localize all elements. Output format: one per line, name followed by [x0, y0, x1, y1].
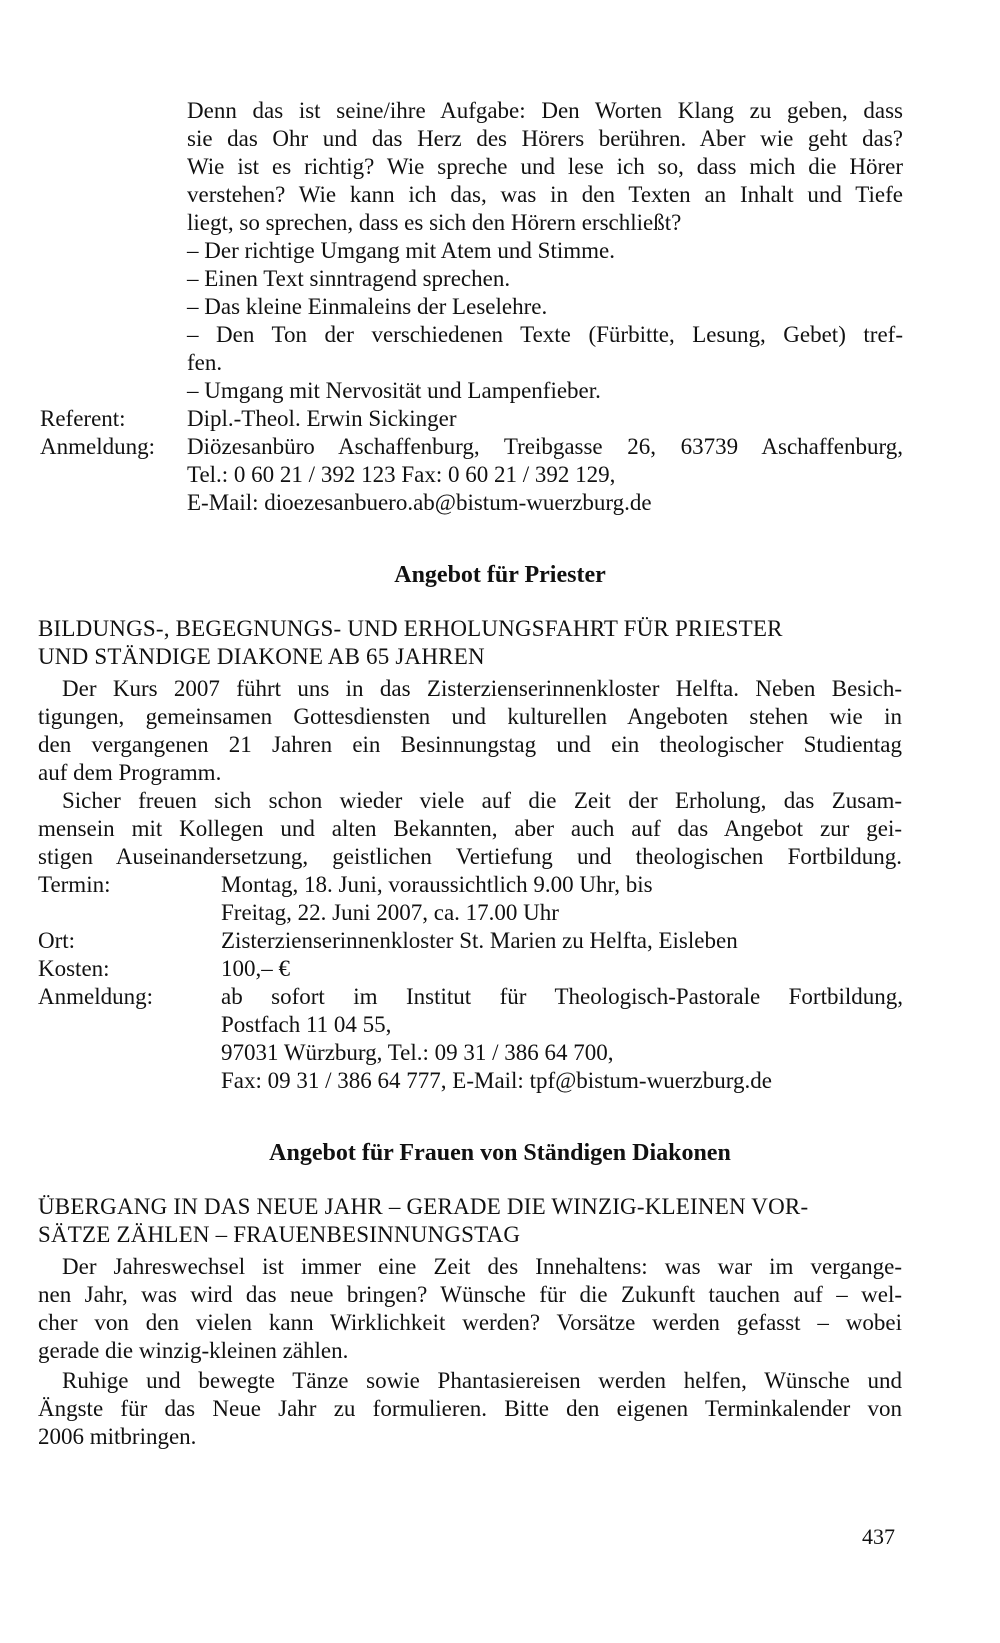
bullet-item-continuation: fen. [187, 350, 223, 375]
paragraph-line: cher von den vielen kann Wirklichkeit werden? Vorsätze werden gefasst – wobei [38, 1310, 902, 1335]
anmeldung-address: Diözesanbüro Aschaffenburg, Treibgasse 26, 63739 Aschaffenburg, [187, 434, 903, 459]
intro-line: sie das Ohr und das Herz des Hörers berühren. Aber wie geht das? [187, 126, 903, 151]
ort-value: Zisterzienserinnenkloster St. Marien zu Helfta, Eisleben [221, 928, 738, 953]
termin-label: Termin: [38, 872, 111, 897]
paragraph-line: 2006 mitbringen. [38, 1424, 197, 1449]
anmeldung-label: Anmeldung: [40, 434, 155, 459]
paragraph-line: Der Kurs 2007 führt uns in das Zisterzienserinnenkloster Helfta. Neben Besich- [62, 676, 902, 701]
intro-line: Denn das ist seine/ihre Aufgabe: Den Worten Klang zu geben, dass [187, 98, 903, 123]
anmeldung-value: Postfach 11 04 55, [221, 1012, 392, 1037]
paragraph-line: stigen Auseinandersetzung, geistlichen Vertiefung und theologischen Fortbildung. [38, 844, 902, 869]
anmeldung-value: 97031 Würzburg, Tel.: 09 31 / 386 64 700, [221, 1040, 614, 1065]
referent-label: Referent: [40, 406, 126, 431]
anmeldung-email[interactable]: E-Mail: dioezesanbuero.ab@bistum-wuerzburg.de [187, 490, 652, 515]
termin-value: Montag, 18. Juni, voraussichtlich 9.00 Uhr, bis [221, 872, 653, 897]
paragraph-line: tigungen, gemeinsamen Gottesdiensten und kulturellen Angeboten stehen wie in [38, 704, 902, 729]
intro-line: verstehen? Wie kann ich das, was in den Texten an Inhalt und Tiefe [187, 182, 903, 207]
anmeldung-label: Anmeldung: [38, 984, 153, 1009]
anmeldung-contact[interactable]: Fax: 09 31 / 386 64 777, E-Mail: tpf@bistum-wuerzburg.de [221, 1068, 772, 1093]
paragraph-line: mensein mit Kollegen und alten Bekannten, aber auch auf das Angebot zur gei- [38, 816, 902, 841]
kosten-value: 100,– € [221, 956, 290, 981]
kosten-label: Kosten: [38, 956, 110, 981]
anmeldung-value: ab sofort im Institut für Theologisch-Pastorale Fortbildung, [221, 984, 903, 1009]
bullet-item: – Den Ton der verschiedenen Texte (Fürbitte, Lesung, Gebet) tref- [187, 322, 903, 347]
course-title-line: ÜBERGANG IN DAS NEUE JAHR – GERADE DIE WINZIG-KLEINEN VOR- [38, 1194, 809, 1219]
anmeldung-phone: Tel.: 0 60 21 / 392 123 Fax: 0 60 21 / 392 129, [187, 462, 616, 487]
intro-line: liegt, so sprechen, dass es sich den Hörern erschließt? [187, 210, 682, 235]
referent-value: Dipl.-Theol. Erwin Sickinger [187, 406, 457, 431]
section-heading-frauen: Angebot für Frauen von Ständigen Diakonen [269, 1140, 731, 1166]
bullet-item: – Der richtige Umgang mit Atem und Stimme. [187, 238, 615, 263]
paragraph-line: Der Jahreswechsel ist immer eine Zeit des Innehaltens: was war im vergange- [62, 1254, 902, 1279]
bullet-item: – Umgang mit Nervosität und Lampenfieber. [187, 378, 601, 403]
bullet-item: – Einen Text sinntragend sprechen. [187, 266, 511, 291]
paragraph-line: Ruhige und bewegte Tänze sowie Phantasiereisen werden helfen, Wünsche und [62, 1368, 902, 1393]
paragraph-line: gerade die winzig-kleinen zählen. [38, 1338, 349, 1363]
paragraph-line: Sicher freuen sich schon wieder viele auf die Zeit der Erholung, das Zusam- [62, 788, 902, 813]
intro-line: Wie ist es richtig? Wie spreche und lese ich so, dass mich die Hörer [187, 154, 903, 179]
bullet-item: – Das kleine Einmaleins der Leselehre. [187, 294, 548, 319]
termin-value: Freitag, 22. Juni 2007, ca. 17.00 Uhr [221, 900, 559, 925]
ort-label: Ort: [38, 928, 76, 953]
paragraph-line: den vergangenen 21 Jahren ein Besinnungstag und ein theologischer Studientag [38, 732, 902, 757]
page-number: 437 [862, 1524, 895, 1549]
course-title-line: BILDUNGS-, BEGEGNUNGS- UND ERHOLUNGSFAHRT FÜR PRIESTER [38, 616, 783, 641]
paragraph-line: auf dem Programm. [38, 760, 222, 785]
course-title-line: UND STÄNDIGE DIAKONE AB 65 JAHREN [38, 644, 485, 669]
course-title-line: SÄTZE ZÄHLEN – FRAUENBESINNUNGSTAG [38, 1222, 521, 1247]
section-heading-priester: Angebot für Priester [394, 562, 606, 588]
paragraph-line: nen Jahr, was wird das neue bringen? Wünsche für die Zukunft tauchen auf – wel- [38, 1282, 902, 1307]
paragraph-line: Ängste für das Neue Jahr zu formulieren. Bitte den eigenen Terminkalender von [38, 1396, 902, 1421]
